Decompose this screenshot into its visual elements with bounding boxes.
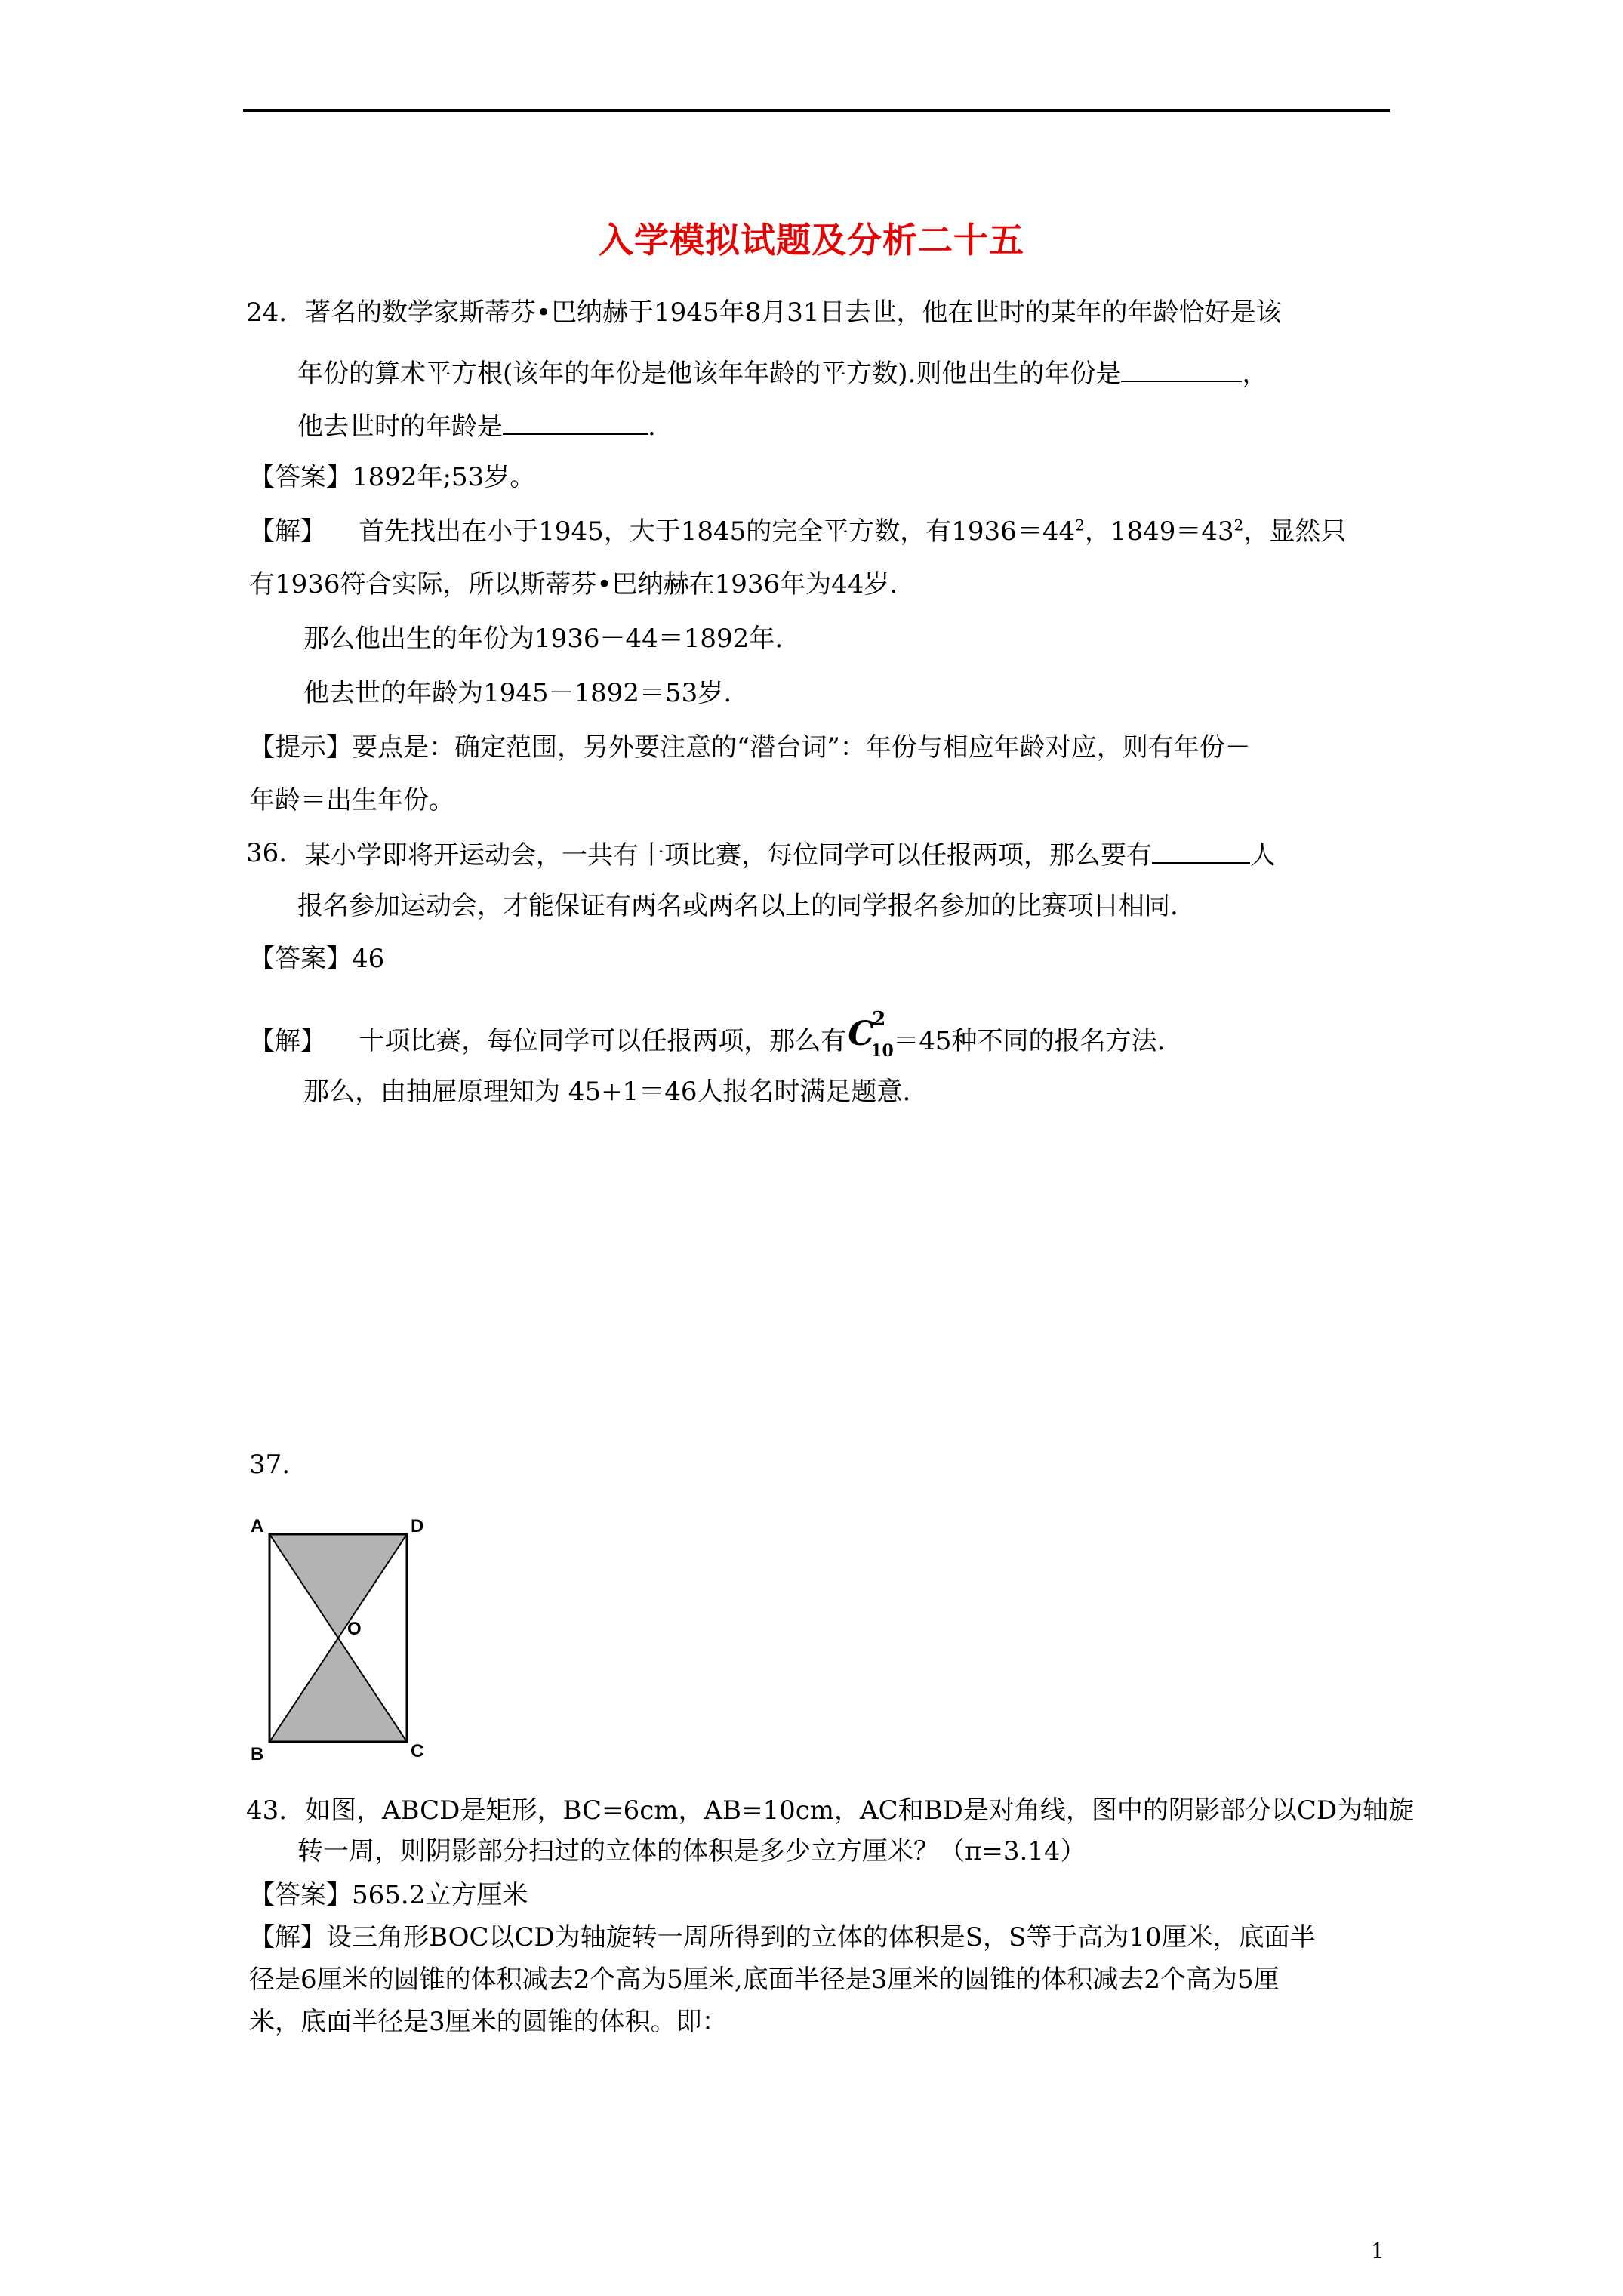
q36-line-1 (305, 837, 1276, 872)
q24-solution-text-a: 首先找出在小于1945，大于1845的完全平方数，有1936＝44 (359, 516, 1076, 547)
q24-superscript: 2 (1233, 516, 1244, 535)
q24-solution-line-4: 他去世的年龄为1945－1892＝53岁. (303, 678, 732, 708)
q24-answer: 【答案】1892年;53岁。 (249, 462, 536, 492)
comb-c: C (848, 1015, 875, 1053)
q43-line-2: 转一周，则阴影部分扫过的立体的体积是多少立方厘米？（π=3.14） (297, 1836, 1086, 1866)
q24-solution-line-3: 那么他出生的年份为1936－44＝1892年. (303, 624, 784, 654)
q24-line-2-comma: ， (1242, 359, 1268, 389)
q24-birth-year-blank (1121, 355, 1242, 382)
q24-tip-line-2: 年龄＝出生年份。 (249, 785, 454, 815)
q24-tip-line-1: 【提示】要点是：确定范围，另外要注意的“潜台词”：年份与相应年龄对应，则有年份－ (249, 732, 1251, 763)
q36-line-2: 报名参加运动会，才能保证有两名或两名以上的同学报名参加的比赛项目相同. (297, 891, 1178, 921)
q36-solution-text-a: 十项比赛，每位同学可以任报两项，那么有 (359, 1026, 847, 1056)
q36-blank (1152, 837, 1250, 864)
comb-n: 10 (870, 1041, 894, 1061)
q36-solution-line-1 (249, 1008, 1166, 1061)
q24-line-3-period: . (648, 411, 656, 442)
shaded-triangle-top (269, 1534, 407, 1638)
label-c: C (411, 1741, 424, 1761)
q24-line-3 (297, 408, 656, 443)
q24-line-2 (297, 355, 1267, 390)
q43-solution-line-1: 【解】设三角形BOC以CD为轴旋转一周所得到的立体的体积是S，S等于高为10厘米，底面半 (249, 1922, 1316, 1952)
label-o: O (347, 1619, 362, 1639)
comb-k: 2 (872, 1008, 886, 1031)
q24-solution-line-1 (249, 515, 1346, 548)
q36-number: 36. (246, 838, 288, 868)
q24-age-blank (503, 408, 648, 435)
q24-superscript: 2 (1075, 516, 1085, 535)
shaded-triangle-bottom (269, 1638, 407, 1742)
q43-number: 43. (246, 1795, 288, 1826)
q36-solution-tag: 【解】 (249, 1026, 326, 1056)
rectangle-figure (249, 1514, 445, 1766)
q37-number: 37. (249, 1450, 291, 1480)
label-b: B (251, 1744, 264, 1763)
q36-solution-line-2: 那么，由抽屉原理知为 45+1＝46人报名时满足题意. (303, 1077, 911, 1107)
rectangle-diagram (249, 1514, 445, 1763)
q24-solution-line-2: 有1936符合实际，所以斯蒂芬•巴纳赫在1936年为44岁. (249, 569, 898, 599)
label-d: D (411, 1516, 424, 1536)
q43-solution-line-3: 米，底面半径是3厘米的圆锥的体积。即： (249, 2007, 728, 2037)
q24-solution-text-b: ，1849＝43 (1084, 516, 1234, 547)
q43-answer: 【答案】565.2立方厘米 (249, 1880, 528, 1910)
q24-solution-tag: 【解】 (249, 516, 326, 547)
page-title: 入学模拟试题及分析二十五 (599, 220, 1024, 260)
q36-answer: 【答案】46 (249, 944, 385, 974)
combination-symbol (846, 1008, 894, 1061)
q24-line-3-text: 他去世时的年龄是 (297, 411, 503, 442)
q24-solution-text-c: ，显然只 (1243, 516, 1347, 547)
label-a: A (251, 1516, 264, 1536)
q24-number: 24. (246, 297, 288, 328)
q43-line-1: 如图，ABCD是矩形，BC=6cm，AB=10cm，AC和BD是对角线，图中的阴影部分以CD为轴旋 (305, 1795, 1415, 1826)
q24-line-1: 著名的数学家斯蒂芬•巴纳赫于1945年8月31日去世，他在世时的某年的年龄恰好是该 (305, 297, 1282, 328)
q36-line-1-text: 某小学即将开运动会，一共有十项比赛，每位同学可以任报两项，那么要有 (305, 840, 1152, 871)
q36-solution-text-b: ＝45种不同的报名方法. (893, 1026, 1166, 1056)
q24-line-2-text: 年份的算术平方根(该年的年份是他该年年龄的平方数).则他出生的年份是 (297, 359, 1122, 389)
q36-line-1-end: 人 (1250, 840, 1276, 871)
page-number: 1 (1371, 2239, 1384, 2264)
header-rule (243, 109, 1390, 112)
q43-solution-line-2: 径是6厘米的圆锥的体积减去2个高为5厘米,底面半径是3厘米的圆锥的体积减去2个高为5厘 (249, 1965, 1280, 1995)
